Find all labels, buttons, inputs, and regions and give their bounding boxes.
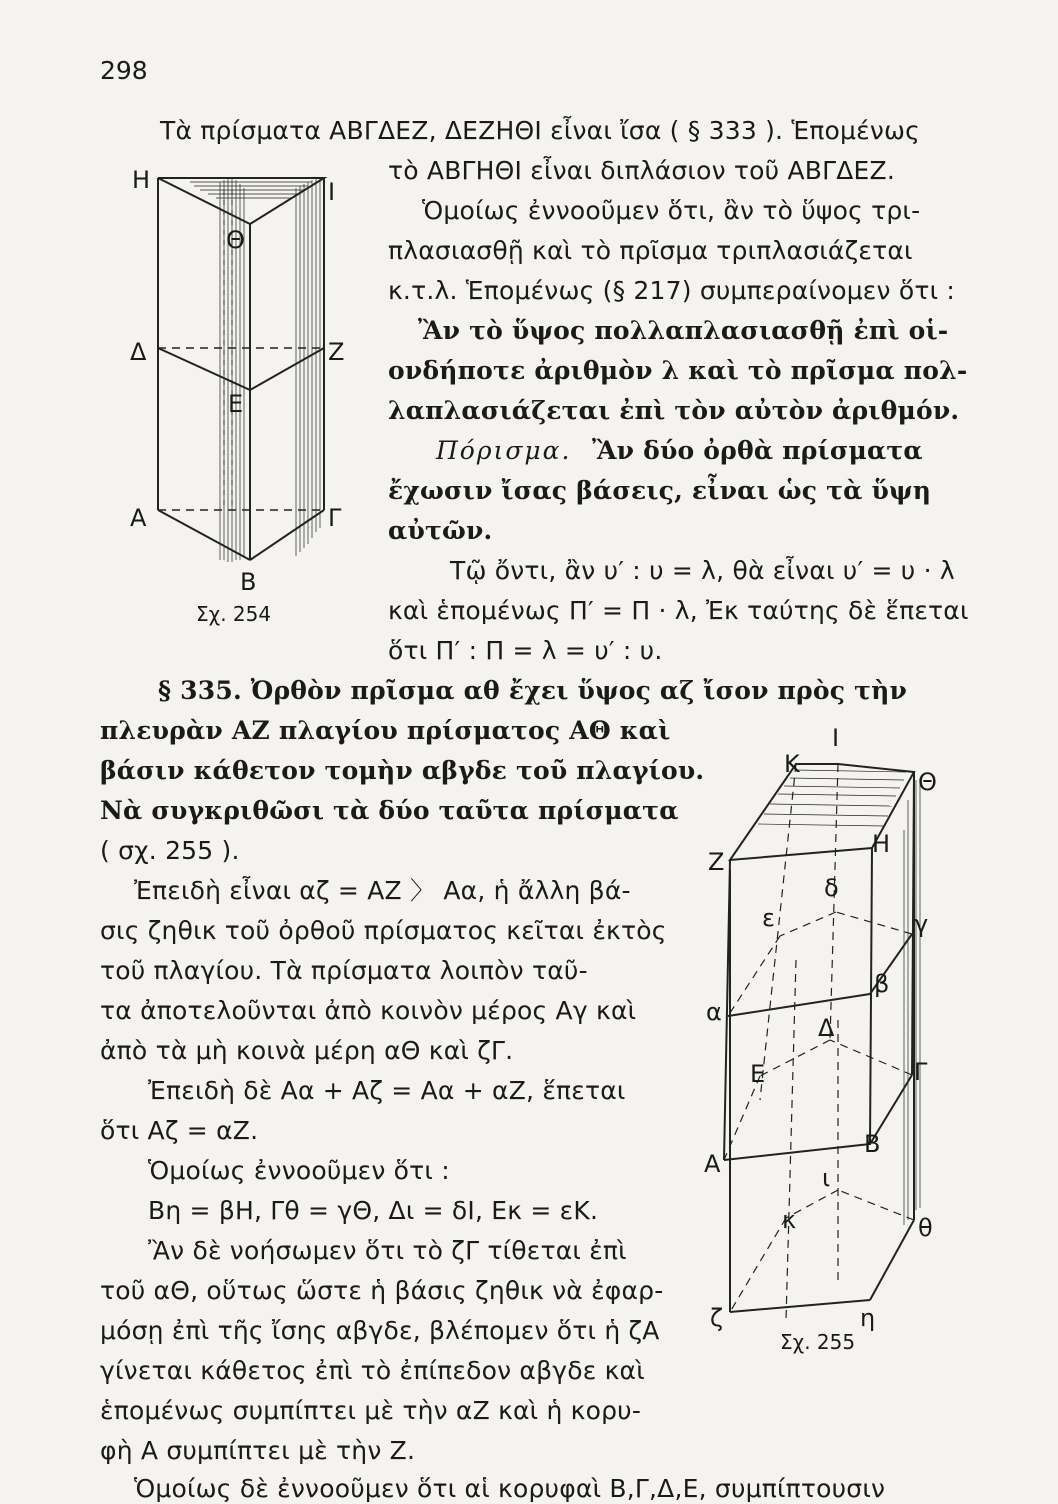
text-line-29: Βη = βΗ, Γθ = γΘ, Δι = δΙ, Εκ = εΚ. (148, 1196, 599, 1225)
theorem-line-2: ονδήποτε ἀριθμὸν λ καὶ τὸ πρῖσμα πολ- (388, 356, 968, 385)
text-line-26: Ἐπειδὴ δὲ Αα + Αζ = Αα + αΖ, ἕπεται (148, 1076, 626, 1105)
figure-255-label-delta: δ (824, 874, 839, 902)
figure-255-base-theta-iota (838, 1190, 914, 1220)
figure-255-section-alpha-beta (728, 994, 870, 1016)
section-335-line-1: § 335. Ὀρθὸν πρῖσμα αθ ἔχει ὕψος αζ ἴσον πρὸς τὴν (158, 676, 908, 705)
figure-255-label-kappa: κ (782, 1206, 797, 1234)
figure-254-label-H: H (132, 166, 151, 194)
figure-254-top-face (158, 178, 324, 224)
figure-255-label-Gamma: Γ (914, 1058, 928, 1086)
figure-255-label-E: E (750, 1060, 766, 1088)
figure-255-label-gamma: γ (914, 910, 929, 938)
text-line-4: πλασιασθῇ καὶ τὸ πρῖσμα τριπλασιάζεται (388, 236, 913, 265)
figure-254-label-Theta: Θ (226, 226, 245, 254)
corollary-line-2: ἔχωσιν ἴσας βάσεις, εἶναι ὡς τὰ ὕψη (388, 476, 932, 505)
text-line-32: μόσῃ ἐπὶ τῆς ἴσης αβγδε, βλέπομεν ὅτι ἡ ζΑ (100, 1316, 660, 1345)
text-line-15: ὅτι Π′ : Π = λ = υ′ : υ. (388, 636, 663, 665)
text-line-36: Ὁμοίως δὲ ἐννοοῦμεν ὅτι αἱ κορυφαὶ Β,Γ,Δ,Ε, συμπίπτουσιν (134, 1474, 886, 1503)
figure-254-mid-EZ (250, 348, 324, 390)
figure-255-label-H: H (872, 830, 891, 858)
figure-255-label-iota: ι (822, 1164, 831, 1192)
figure-255-section-epsilon-alpha (728, 936, 780, 1016)
text-line-28: Ὁμοίως ἐννοοῦμεν ὅτι : (148, 1156, 450, 1185)
page-number: 298 (100, 56, 148, 85)
text-line-24: τα ἀποτελοῦνται ἀπὸ κοινὸν μέρος Αγ καὶ (100, 996, 637, 1025)
figure-255-label-zeta: ζ (710, 1304, 724, 1332)
text-line-21: Ἐπειδὴ εἶναι αζ = ΑΖ 〉 Αα, ἡ ἄλλη βά- (134, 876, 631, 905)
figure-254-label-I: I (328, 178, 336, 206)
corollary-heading: Πόρισμα. (436, 436, 572, 465)
text-line-35: φὴ Α συμπίπτει μὲ τὴν Ζ. (100, 1436, 416, 1465)
figure-254-base-BGamma (250, 510, 324, 560)
text-line-20: ( σχ. 255 ). (100, 836, 240, 865)
text-line-30: Ἂν δὲ νοήσωμεν ὅτι τὸ ζΓ τίθεται ἐπὶ (148, 1236, 627, 1265)
figure-255-label-Theta: Θ (918, 768, 937, 796)
figure-254-label-E: E (228, 390, 244, 418)
text-line-27: ὅτι Αζ = αΖ. (100, 1116, 259, 1145)
theorem-line-1: Ἂν τὸ ὕψος πολλαπλασιασθῇ ἐπὶ οἱ- (418, 316, 949, 345)
text-line-1: Τὰ πρίσματα ΑΒΓΔΕΖ, ΔΕΖΗΘΙ εἶναι ἴσα ( § 333 ). Ἑπομένως (160, 116, 921, 145)
figure-255-label-A: A (704, 1150, 721, 1178)
figure-254-prism-diagram (120, 160, 360, 630)
section-335-line-3: βάσιν κάθετον τομὴν αβγδε τοῦ πλαγίου. (100, 756, 705, 785)
figure-255-section-delta-epsilon (780, 912, 836, 936)
figure-255-label-K: K (784, 750, 800, 778)
section-335-line-2: πλευρὰν ΑΖ πλαγίου πρίσματος ΑΘ καὶ (100, 716, 671, 745)
figure-255-label-beta: β (874, 970, 890, 998)
figure-254-label-Delta: Δ (130, 338, 147, 366)
corollary-line-1: Ἂν δύο ὀρθὰ πρίσματα (592, 436, 923, 465)
text-line-25: ἀπὸ τὰ μὴ κοινὰ μέρη αΘ καὶ ζΓ. (100, 1036, 514, 1065)
text-line-33: γίνεται κάθετος ἐπὶ τὸ ἐπίπεδον αβγδε καὶ (100, 1356, 645, 1385)
text-line-34: ἑπομένως συμπίπτει μὲ τὴν αΖ καὶ ἡ κορυ- (100, 1396, 642, 1425)
figure-254-label-B: B (240, 568, 257, 596)
text-line-2: τὸ ΑΒΓΗΘΙ εἶναι διπλάσιον τοῦ ΑΒΓΔΕΖ. (388, 156, 895, 185)
figure-254-label-Gamma: Γ (328, 504, 342, 532)
text-line-3: Ὁμοίως ἐννοοῦμεν ὅτι, ἂν τὸ ὕψος τρι- (422, 196, 921, 225)
figure-255-label-epsilon: ε (762, 904, 775, 932)
figure-255-hatching (758, 770, 920, 1225)
figure-255-base-eta-theta (870, 1220, 914, 1300)
figure-255-prism-diagram (700, 720, 970, 1340)
corollary-line-3: αὐτῶν. (388, 516, 493, 545)
text-line-13: Τῷ ὄντι, ἂν υ′ : υ = λ, θὰ εἶναι υ′ = υ · λ (450, 556, 955, 585)
figure-255-label-B: B (864, 1130, 881, 1158)
figure-255-label-eta: η (860, 1304, 876, 1332)
figure-254-label-A: A (130, 504, 147, 532)
figure-255-edge-HB (870, 848, 872, 1145)
text-line-23: τοῦ πλαγίου. Τὰ πρίσματα λοιπὸν ταῦ- (100, 956, 588, 985)
section-335-line-4: Νὰ συγκριθῶσι τὰ δύο ταῦτα πρίσματα (100, 796, 679, 825)
figure-255-label-Delta: Δ (818, 1014, 835, 1042)
figure-254-label-Z: Z (328, 338, 345, 366)
figure-255-base-kappa-zeta (730, 1218, 786, 1312)
figure-255-caption: Σχ. 255 (780, 1330, 856, 1354)
theorem-line-3: λαπλασιάζεται ἐπὶ τὸν αὐτὸν ἀριθμόν. (388, 396, 960, 425)
figure-255-label-theta: θ (918, 1214, 933, 1242)
figure-254-caption: Σχ. 254 (196, 602, 272, 626)
figure-255-hidden-kappa (786, 960, 796, 1320)
text-line-5: κ.τ.λ. Ἑπομένως (§ 217) συμπεραίνομεν ὅτι : (388, 276, 955, 305)
figure-255-base-AB (724, 1144, 870, 1160)
figure-255-base-DeltaE (760, 1040, 830, 1076)
figure-254-hatching (190, 178, 320, 562)
text-line-31: τοῦ αΘ, οὕτως ὥστε ἡ βάσις ζηθικ νὰ ἐφαρ- (100, 1276, 664, 1305)
text-line-22: σις ζηθικ τοῦ ὀρθοῦ πρίσματος κεῖται ἐκτὸς (100, 916, 667, 945)
figure-255-section-gamma-delta (836, 912, 912, 934)
figure-255-label-I: I (832, 724, 840, 752)
figure-255-label-alpha: α (706, 998, 722, 1026)
text-line-14: καὶ ἑπομένως Π′ = Π · λ, Ἐκ ταύτης δὲ ἕπεται (388, 596, 969, 625)
figure-255-label-Z: Z (708, 848, 725, 876)
figure-255-base-zeta-eta (730, 1300, 870, 1312)
